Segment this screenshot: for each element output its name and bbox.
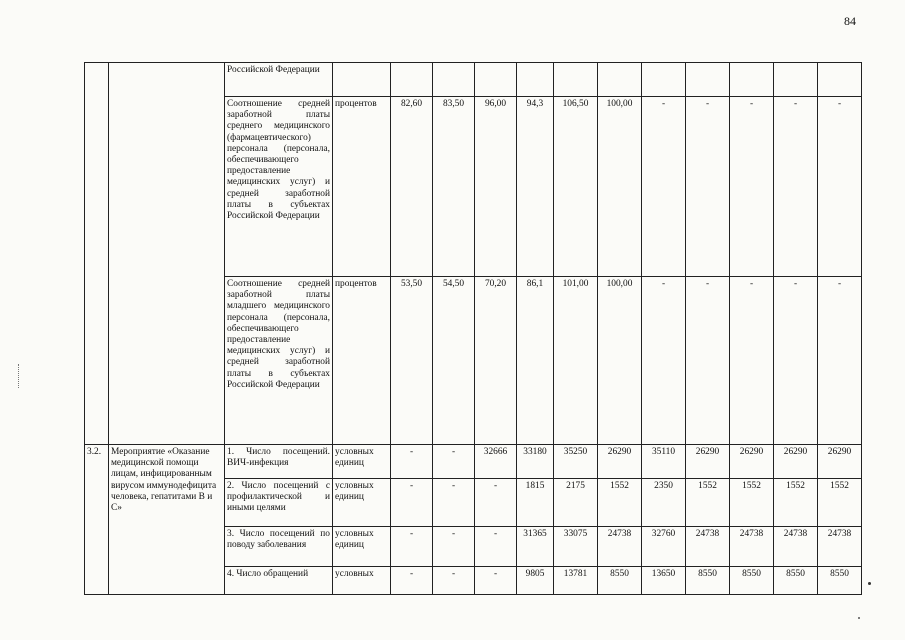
cell-value: 1552	[598, 479, 642, 527]
cell-value: -	[391, 527, 433, 567]
cell-value: 26290	[598, 445, 642, 479]
cell-unit	[333, 63, 391, 97]
cell-value: 1552	[818, 479, 862, 527]
cell-unit: условных единиц	[333, 445, 391, 479]
cell-value: 13781	[554, 567, 598, 595]
cell-value: 1552	[774, 479, 818, 527]
scan-dot	[858, 617, 860, 619]
data-table	[84, 62, 862, 595]
cell-value: 86,1	[517, 277, 554, 445]
cell-value: -	[642, 277, 686, 445]
cell-value: 33075	[554, 527, 598, 567]
cell-value	[517, 63, 554, 97]
table-row	[85, 445, 862, 479]
cell-value: -	[686, 277, 730, 445]
cell-value: 70,20	[475, 277, 517, 445]
table-row	[85, 63, 862, 97]
cell-value: -	[475, 567, 517, 595]
scan-dot	[868, 582, 871, 585]
cell-value: 8550	[730, 567, 774, 595]
cell-value: 26290	[686, 445, 730, 479]
cell-value: 1552	[686, 479, 730, 527]
cell-value: 26290	[730, 445, 774, 479]
cell-value: 33180	[517, 445, 554, 479]
cell-value: -	[475, 527, 517, 567]
cell-value: 1815	[517, 479, 554, 527]
cell-no: 3.2.	[85, 445, 109, 595]
cell-value: -	[433, 445, 475, 479]
cell-value: 82,60	[391, 97, 433, 277]
cell-value: 2350	[642, 479, 686, 527]
cell-no	[85, 63, 109, 445]
cell-value: 1552	[730, 479, 774, 527]
cell-indicator: 1. Число посещений. ВИЧ-инфекция	[225, 445, 333, 479]
cell-value: 35250	[554, 445, 598, 479]
cell-value: 100,00	[598, 277, 642, 445]
cell-value: -	[391, 479, 433, 527]
margin-mark	[18, 364, 21, 388]
cell-value: 35110	[642, 445, 686, 479]
cell-value: -	[730, 277, 774, 445]
cell-indicator: Соотношение средней заработной платы младшего медицинского персонала (персонала, обеспечивающего предоставление медицинских услуг) и средней заработной платы в субъектах Российской Федерации	[225, 277, 333, 445]
cell-value: 32666	[475, 445, 517, 479]
cell-value: -	[686, 97, 730, 277]
cell-indicator: Российской Федерации	[225, 63, 333, 97]
cell-value	[391, 63, 433, 97]
cell-value: 8550	[818, 567, 862, 595]
cell-value	[686, 63, 730, 97]
cell-value	[598, 63, 642, 97]
cell-value: 24738	[730, 527, 774, 567]
cell-value: 13650	[642, 567, 686, 595]
cell-unit: процентов	[333, 97, 391, 277]
cell-value	[554, 63, 598, 97]
page-number: 84	[844, 14, 856, 28]
cell-value: 94,3	[517, 97, 554, 277]
cell-value: 106,50	[554, 97, 598, 277]
cell-indicator: Соотношение средней заработной платы среднего медицинского (фармацевтического) персонала (персонала, обеспечивающего предоставление медицинских услуг) и средней заработной платы в субъектах Российской Федерации	[225, 97, 333, 277]
cell-value: 100,00	[598, 97, 642, 277]
cell-value: 53,50	[391, 277, 433, 445]
cell-value	[730, 63, 774, 97]
cell-value	[818, 63, 862, 97]
cell-indicator: 2. Число посещений с профилактической и иными целями	[225, 479, 333, 527]
cell-value: -	[774, 277, 818, 445]
cell-value: -	[433, 527, 475, 567]
cell-measure: Мероприятие «Оказание медицинской помощи лицам, инфицированным вирусом иммунодефицита человека, гепатитами В и С»	[109, 445, 225, 595]
cell-unit: условных	[333, 567, 391, 595]
cell-value: -	[642, 97, 686, 277]
cell-indicator: 4. Число обращений	[225, 567, 333, 595]
cell-unit: условных единиц	[333, 479, 391, 527]
cell-value: 9805	[517, 567, 554, 595]
cell-value: 26290	[774, 445, 818, 479]
cell-value: 96,00	[475, 97, 517, 277]
cell-value: -	[730, 97, 774, 277]
cell-value: -	[774, 97, 818, 277]
cell-value: 31365	[517, 527, 554, 567]
cell-measure	[109, 63, 225, 445]
cell-value: -	[818, 97, 862, 277]
cell-value: 24738	[686, 527, 730, 567]
cell-value: 101,00	[554, 277, 598, 445]
cell-value: 54,50	[433, 277, 475, 445]
cell-value: 32760	[642, 527, 686, 567]
cell-unit: условных единиц	[333, 527, 391, 567]
cell-value	[433, 63, 475, 97]
cell-value: 8550	[774, 567, 818, 595]
cell-value	[642, 63, 686, 97]
cell-value: 8550	[686, 567, 730, 595]
cell-value: -	[391, 445, 433, 479]
cell-value: -	[391, 567, 433, 595]
cell-value	[774, 63, 818, 97]
cell-value: 24738	[774, 527, 818, 567]
cell-value: -	[475, 479, 517, 527]
cell-indicator: 3. Число посещений по поводу заболевания	[225, 527, 333, 567]
cell-value: 24738	[818, 527, 862, 567]
cell-value: 83,50	[433, 97, 475, 277]
cell-value	[475, 63, 517, 97]
cell-unit: процентов	[333, 277, 391, 445]
cell-value: 26290	[818, 445, 862, 479]
cell-value: 8550	[598, 567, 642, 595]
cell-value: -	[433, 479, 475, 527]
cell-value: 2175	[554, 479, 598, 527]
cell-value: -	[433, 567, 475, 595]
cell-value: 24738	[598, 527, 642, 567]
cell-value: -	[818, 277, 862, 445]
